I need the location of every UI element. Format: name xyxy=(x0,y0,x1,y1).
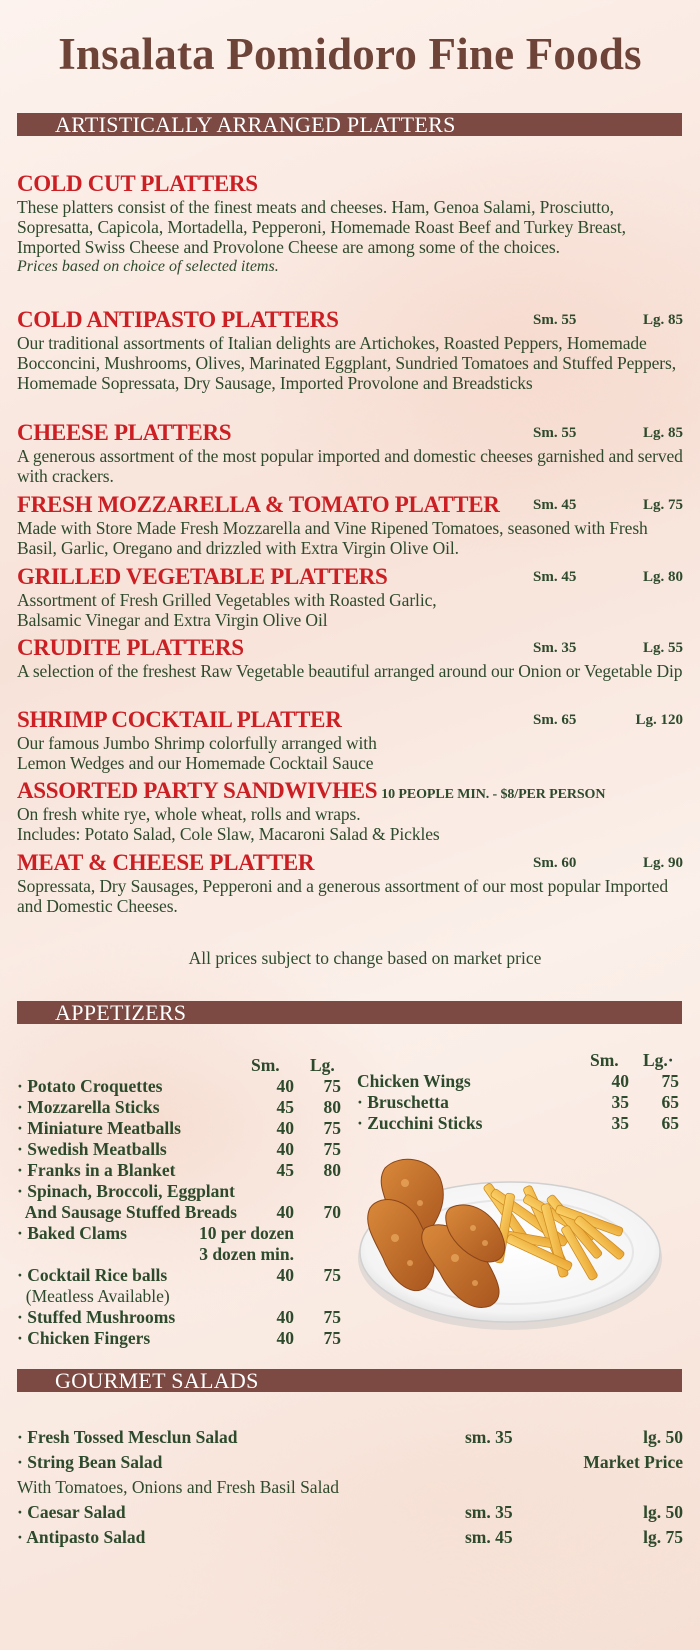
salad-large-price: lg. 50 xyxy=(643,1502,683,1522)
small-price: Sm. 55 xyxy=(533,425,577,441)
appetizers-header xyxy=(357,1050,679,1071)
appetizer-small-price: 35 xyxy=(611,1092,629,1112)
appetizer-row xyxy=(17,1265,347,1286)
platter-header xyxy=(17,635,683,661)
small-price: Sm. 35 xyxy=(533,640,577,656)
small-price: Sm. 65 xyxy=(533,712,577,728)
appetizer-row xyxy=(17,1160,347,1181)
large-price: Lg. 90 xyxy=(642,855,683,871)
large-price: Lg. 55 xyxy=(642,640,683,656)
platter-name: COLD ANTIPASTO PLATTERS xyxy=(17,307,339,332)
salad-large-price: Market Price xyxy=(583,1452,683,1472)
appetizer-row xyxy=(17,1223,347,1244)
market-price-note: All prices subject to change based on market price xyxy=(188,948,542,968)
platter-name: CHEESE PLATTERS xyxy=(17,420,232,445)
salad-row xyxy=(17,1450,683,1474)
page-title: Insalata Pomidoro Fine Foods xyxy=(58,29,642,79)
large-price: Lg. 120 xyxy=(635,712,683,728)
appetizer-row xyxy=(357,1092,679,1113)
appetizer-small-price: 45 xyxy=(276,1160,294,1180)
platter-name: FRESH MOZZARELLA & TOMATO PLATTER xyxy=(17,492,500,517)
platter-item xyxy=(17,707,683,773)
appetizer-large-price: 75 xyxy=(323,1118,341,1138)
platter-item xyxy=(17,778,683,844)
platter-header xyxy=(17,492,683,518)
appetizer-small-price: 10 per dozen xyxy=(199,1223,294,1243)
appetizer-large-price: 80 xyxy=(323,1097,341,1117)
large-header: Lg. xyxy=(310,1055,335,1075)
appetizer-small-price: 40 xyxy=(276,1202,294,1222)
appetizer-large-price: 75 xyxy=(323,1307,341,1327)
appetizers-header xyxy=(17,1055,347,1076)
section-band-platters: ARTISTICALLY ARRANGED PLATTERS xyxy=(17,113,682,136)
salad-row xyxy=(17,1475,683,1499)
appetizer-name: · Franks in a Blanket xyxy=(17,1160,176,1180)
small-price: Sm. 45 xyxy=(533,497,577,513)
platter-item xyxy=(17,307,683,393)
salad-small-price: sm. 35 xyxy=(465,1502,513,1522)
platter-description: A generous assortment of the most popular imported and domestic cheeses garnished and served with crackers. xyxy=(17,446,683,486)
appetizer-small-price: 40 xyxy=(276,1328,294,1348)
appetizer-large-price: 65 xyxy=(661,1113,679,1133)
platter-description: A selection of the freshest Raw Vegetable beautiful arranged around our Onion or Vegetable Dip xyxy=(17,661,683,681)
appetizer-name: · Bruschetta xyxy=(357,1092,449,1112)
section-band-appetizers: APPETIZERS xyxy=(17,1001,682,1024)
platter-header xyxy=(17,171,683,197)
appetizer-large-price: 75 xyxy=(323,1076,341,1096)
platter-description: Sopressata, Dry Sausages, Pepperoni and a generous assortment of our most popular Imported and Domestic Cheeses. xyxy=(17,876,668,916)
appetizer-large-price: 70 xyxy=(323,1202,341,1222)
appetizer-small-price: 35 xyxy=(611,1113,629,1133)
platter-name: GRILLED VEGETABLE PLATTERS xyxy=(17,564,388,589)
appetizer-row xyxy=(17,1244,347,1265)
appetizer-name: · Mozzarella Sticks xyxy=(17,1097,160,1117)
platter-description: Assortment of Fresh Grilled Vegetables with Roasted Garlic, Balsamic Vinegar and Extra Virgin Olive Oil xyxy=(17,590,437,630)
platter-name: SHRIMP COCKTAIL PLATTER xyxy=(17,707,342,732)
platter-header xyxy=(17,420,683,446)
appetizer-row xyxy=(357,1071,679,1092)
appetizer-row xyxy=(17,1286,347,1307)
appetizer-row xyxy=(17,1097,347,1118)
appetizer-name: (Meatless Available) xyxy=(17,1286,170,1306)
large-price: Lg. 85 xyxy=(642,312,683,328)
platter-header xyxy=(17,778,683,804)
small-price: Sm. 60 xyxy=(533,855,577,871)
salad-small-price: sm. 35 xyxy=(465,1427,513,1447)
appetizer-name: · Miniature Meatballs xyxy=(17,1118,181,1138)
platter-name: COLD CUT PLATTERS xyxy=(17,171,258,196)
appetizer-small-price: 45 xyxy=(276,1097,294,1117)
appetizer-row xyxy=(17,1328,347,1349)
appetizer-small-price: 40 xyxy=(276,1076,294,1096)
appetizer-small-price: 40 xyxy=(276,1139,294,1159)
large-price: Lg. 75 xyxy=(642,497,683,513)
platter-name: MEAT & CHEESE PLATTER xyxy=(17,850,315,875)
platter-includes: Includes: Potato Salad, Cole Slaw, Macaroni Salad & Pickles xyxy=(17,824,440,844)
appetizer-row xyxy=(17,1076,347,1097)
appetizer-large-price: 65 xyxy=(661,1092,679,1112)
appetizer-small-price: 3 dozen min. xyxy=(199,1244,294,1264)
platter-header xyxy=(17,564,683,590)
appetizer-name: · Potato Croquettes xyxy=(17,1076,163,1096)
salad-name: · String Bean Salad xyxy=(17,1452,163,1472)
appetizer-row xyxy=(17,1202,347,1223)
platter-name: ASSORTED PARTY SANDWIVHES xyxy=(17,778,378,803)
salad-row xyxy=(17,1425,683,1449)
appetizers-right-column xyxy=(357,1050,679,1134)
platter-item xyxy=(17,635,683,681)
salad-name: · Antipasto Salad xyxy=(17,1527,146,1547)
small-price: Sm. 55 xyxy=(533,312,577,328)
platter-minimum-note: 10 PEOPLE MIN. - $8/PER PERSON xyxy=(381,787,606,802)
platter-item xyxy=(17,850,683,916)
salad-name: · Fresh Tossed Mesclun Salad xyxy=(17,1427,238,1447)
platter-description: Our famous Jumbo Shrimp colorfully arranged with Lemon Wedges and our Homemade Cocktail Sauce xyxy=(17,733,377,773)
appetizer-large-price: 75 xyxy=(661,1071,679,1091)
salad-name: · Caesar Salad xyxy=(17,1502,126,1522)
platter-description: Our traditional assortments of Italian delights are Artichokes, Roasted Peppers, Homemade Bocconcini, Mushrooms, Olives, Marinated Eggplant, Sundried Tomatoes and Stuffed Peppers, Homemade Sopressata, Dry Sausage, Imported Provolone and Breadsticks xyxy=(17,333,676,393)
appetizer-name: · Zucchini Sticks xyxy=(357,1113,483,1133)
appetizer-name: · Spinach, Broccoli, Eggplant xyxy=(17,1181,235,1201)
appetizer-row xyxy=(17,1139,347,1160)
appetizer-large-price: 75 xyxy=(323,1265,341,1285)
large-price: Lg. 80 xyxy=(642,569,683,585)
salad-description: With Tomatoes, Onions and Fresh Basil Salad xyxy=(17,1477,339,1497)
large-header: Lg.· xyxy=(643,1050,674,1070)
appetizer-name: · Baked Clams xyxy=(17,1223,127,1243)
small-price: Sm. 45 xyxy=(533,569,577,585)
appetizer-name: · Chicken Fingers xyxy=(17,1328,151,1348)
platter-description: On fresh white rye, whole wheat, rolls and wraps. xyxy=(17,804,361,824)
section-band-salads: GOURMET SALADS xyxy=(17,1369,682,1392)
appetizer-small-price: 40 xyxy=(276,1265,294,1285)
salad-large-price: lg. 75 xyxy=(643,1527,683,1547)
platter-header xyxy=(17,850,683,876)
appetizer-large-price: 75 xyxy=(323,1139,341,1159)
platter-header xyxy=(17,707,683,733)
appetizer-large-price: 80 xyxy=(323,1160,341,1180)
platter-item xyxy=(17,171,683,277)
salad-row xyxy=(17,1500,683,1524)
salad-row xyxy=(17,1525,683,1549)
platter-description: Made with Store Made Fresh Mozzarella and Vine Ripened Tomatoes, seasoned with Fresh Basil, Garlic, Oregano and drizzled with Extra Virgin Olive Oil. xyxy=(17,518,648,558)
appetizer-name: And Sausage Stuffed Breads xyxy=(17,1202,237,1222)
appetizer-row xyxy=(17,1181,347,1202)
appetizer-small-price: 40 xyxy=(276,1118,294,1138)
appetizer-name: · Swedish Meatballs xyxy=(17,1139,167,1159)
appetizer-name: Chicken Wings xyxy=(357,1071,471,1091)
salad-small-price: sm. 45 xyxy=(465,1527,513,1547)
appetizer-name: · Stuffed Mushrooms xyxy=(17,1307,176,1327)
platter-header xyxy=(17,307,683,333)
platter-name: CRUDITE PLATTERS xyxy=(17,635,244,660)
large-price: Lg. 85 xyxy=(642,425,683,441)
appetizer-row xyxy=(17,1118,347,1139)
appetizer-small-price: 40 xyxy=(276,1307,294,1327)
appetizer-small-price: 40 xyxy=(611,1071,629,1091)
platter-item xyxy=(17,492,683,558)
appetizer-name: · Cocktail Rice balls xyxy=(17,1265,168,1285)
platter-description: These platters consist of the finest meats and cheeses. Ham, Genoa Salami, Prosciutto, Sopresatta, Capicola, Mortadella, Pepperoni, Homemade Roast Beef and Turkey Breast, Imported Swiss Cheese and Provolone Cheese are among some of the choices. xyxy=(17,197,626,257)
appetizers-left-column xyxy=(17,1055,347,1349)
appetizer-large-price: 75 xyxy=(323,1328,341,1348)
small-header: Sm. xyxy=(251,1055,280,1075)
chicken-fingers-and-fries-plate-image xyxy=(355,1148,665,1338)
small-header: Sm. xyxy=(590,1050,619,1070)
appetizer-row xyxy=(357,1113,679,1134)
platter-item xyxy=(17,420,683,486)
platter-price-note: Prices based on choice of selected items. xyxy=(17,258,279,275)
salad-large-price: lg. 50 xyxy=(643,1427,683,1447)
appetizer-row xyxy=(17,1307,347,1328)
platter-item xyxy=(17,564,683,630)
